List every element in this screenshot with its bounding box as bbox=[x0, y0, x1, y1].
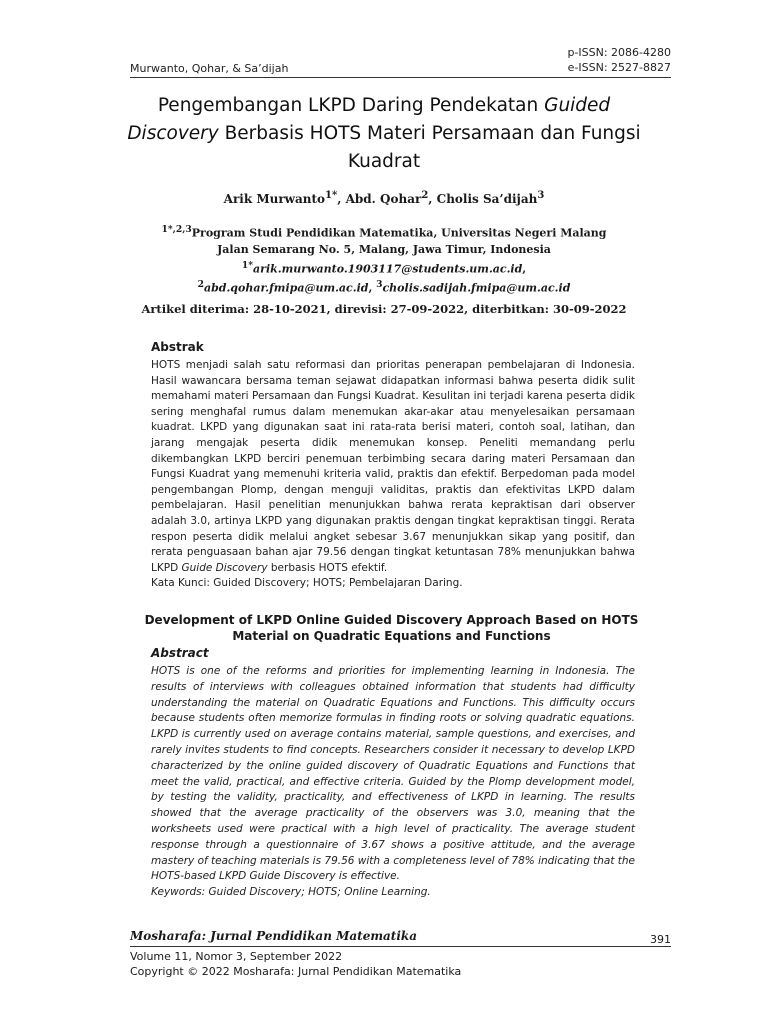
email-3[interactable]: cholis.sadijah.fmipa@um.ac.id bbox=[382, 281, 571, 295]
abstract-body bbox=[151, 664, 635, 901]
email1-sup: 1* bbox=[241, 259, 254, 271]
page-number: 391 bbox=[650, 933, 671, 946]
abstrak-text-2: berbasis HOTS efektif. bbox=[267, 561, 388, 574]
abstrak-text-1: HOTS menjadi salah satu reformasi dan prioritas penerapan pembelajaran di Indonesia. Hasil wawancara bersama teman sejawat didapatkan informasi bahwa peserta didik sulit memahami materi Persamaan dan Fungsi Kuadrat. Kesulitan ini terjadi karena peserta didik sering menghafal rumus dalam menemukan akar-akar atau menyelesaikan persamaan kuadrat. LKPD yang digunakan saat ini rata-rata berisi materi, contoh soal, latihan, dan jarang mengajak peserta didik menemukan konsep. Peneliti memandang perlu dikembangkan LKPD berciri penemuan terbimbing secara daring materi Persamaan dan Fungsi Kuadrat yang memenuhi kriteria valid, praktis dan efektif. Berpedoman pada model pengembangan Plomp, dengan menguji validitas, praktis dan efektivitas LKPD dalam pembelajaran. Hasil penelitian menunjukkan bahwa rerata kepraktisan dari observer adalah 3.0, artinya LKPD yang digunakan praktis dengan tingkat kepraktisan tinggi. Rerata respon peserta didik melalui angket sebesar 3.67 menunjukkan sikap yang positif, dan rerata penguasaan bahan ajar 79.56 dengan tingkat ketuntasan 78% menunjukkan bahwa LKPD bbox=[151, 359, 635, 574]
title-italic: Guided Discovery bbox=[127, 95, 611, 144]
email-separator: , bbox=[368, 281, 377, 295]
abstract-keywords: Keywords: Guided Discovery; HOTS; Online Learning. bbox=[151, 886, 431, 899]
running-header-authors: Murwanto, Qohar, & Sa’dijah bbox=[130, 62, 289, 75]
author-2-sup: 2 bbox=[421, 190, 429, 201]
footer-journal-name: Mosharafa: Jurnal Pendidikan Matematika bbox=[130, 929, 417, 943]
abstrak-italic: Guide Discovery bbox=[181, 561, 268, 574]
email1-tail: , bbox=[522, 262, 527, 276]
email3-sup: 3 bbox=[376, 279, 383, 291]
author-1-sup: 1* bbox=[325, 190, 338, 201]
footer-copyright: Copyright © 2022 Mosharafa: Jurnal Pendidikan Matematika bbox=[130, 965, 462, 978]
affiliation-program bbox=[100, 222, 668, 242]
author-3: , Cholis Sa’dijah bbox=[428, 192, 538, 206]
email-2[interactable]: abd.qohar.fmipa@um.ac.id bbox=[203, 281, 369, 295]
affiliation-block bbox=[100, 222, 668, 297]
title-part-2: Berbasis HOTS Materi Persamaan dan Fungsi Kuadrat bbox=[218, 123, 641, 172]
email-line-2 bbox=[100, 277, 668, 297]
email-line-1 bbox=[100, 258, 668, 278]
e-issn: e-ISSN: 2527-8827 bbox=[567, 61, 671, 74]
article-dates: Artikel diterima: 28-10-2021, direvisi: 27-09-2022, diterbitkan: 30-09-2022 bbox=[141, 302, 627, 316]
abstrak-body bbox=[151, 358, 635, 592]
affiliation-address: Jalan Semarang No. 5, Malang, Jawa Timur, Indonesia bbox=[217, 242, 551, 256]
affiliation-sup: 1*,2,3 bbox=[161, 224, 192, 235]
p-issn: p-ISSN: 2086-4280 bbox=[567, 46, 671, 59]
author-list bbox=[100, 190, 668, 206]
abstrak-keywords: Kata Kunci: Guided Discovery; HOTS; Pembelajaran Daring. bbox=[151, 577, 463, 590]
email-1[interactable]: arik.murwanto.1903117@students.um.ac.id bbox=[253, 262, 523, 276]
issn-block bbox=[567, 45, 671, 75]
header-divider bbox=[130, 77, 671, 78]
abstract-text: HOTS is one of the reforms and priorities for implementing learning in Indonesia. The results of interviews with colleagues obtained information that students had difficulty understanding the material on Quadratic Equations and Functions. This difficulty occurs because students often memorize formulas in finding roots or solving quadratic equations. LKPD is currently used on average contains material, sample questions, and exercises, and rarely invites students to find concepts. Researchers consider it necessary to develop LKPD characterized by the online guided discovery of Quadratic Equations and Functions that meet the valid, practical, and effective criteria. Guided by the Plomp development model, by testing the validity, practicality, and effectiveness of LKPD in learning. The results showed that the average practicality of the observers was 3.0, meaning that the worksheets used were practical with a high level of practicality. The average student response through a questionnaire of 3.67 shows a positive attitude, and the average mastery of teaching materials is 79.56 with a completeness level of 78% indicating that the HOTS-based LKPD Guide Discovery is effective. bbox=[151, 665, 636, 883]
email2-sup: 2 bbox=[197, 279, 204, 291]
author-2: , Abd. Qohar bbox=[337, 192, 422, 206]
footer-volume: Volume 11, Nomor 3, September 2022 bbox=[130, 950, 343, 963]
english-title: Development of LKPD Online Guided Discovery Approach Based on HOTS Material on Quadratic Equations and Functions bbox=[144, 613, 639, 643]
paper-title bbox=[110, 92, 658, 176]
author-3-sup: 3 bbox=[537, 190, 545, 201]
abstrak-heading: Abstrak bbox=[151, 340, 204, 354]
author-1: Arik Murwanto bbox=[223, 192, 326, 206]
abstract-heading: Abstract bbox=[151, 646, 209, 660]
footer-divider bbox=[130, 946, 671, 947]
title-part-1: Pengembangan LKPD Daring Pendekatan bbox=[157, 95, 545, 116]
affiliation-program-text: Program Studi Pendidikan Matematika, Universitas Negeri Malang bbox=[191, 226, 607, 240]
